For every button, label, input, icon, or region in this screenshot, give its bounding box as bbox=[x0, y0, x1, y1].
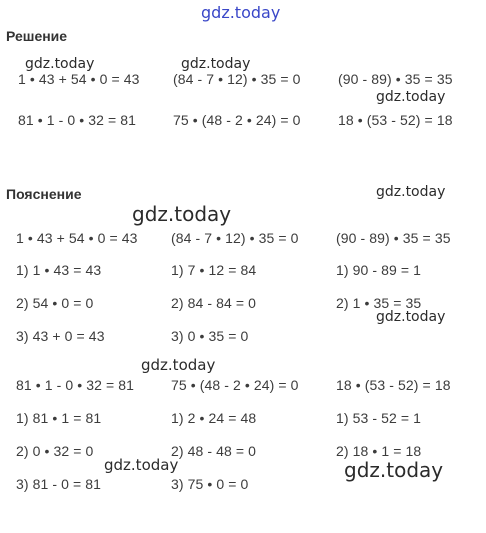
explanation-2-step-2-3: 3) 75 • 0 = 0 bbox=[171, 476, 249, 492]
explanation-1-main-3: (90 - 89) • 35 = 35 bbox=[336, 230, 451, 246]
solution-eq-1-1: 1 • 43 + 54 • 0 = 43 bbox=[18, 71, 140, 87]
explanation-2-main-3: 18 • (53 - 52) = 18 bbox=[336, 377, 451, 393]
explanation-2-step-1-2: 2) 0 • 32 = 0 bbox=[16, 443, 94, 459]
solution-eq-1-2: (84 - 7 • 12) • 35 = 0 bbox=[173, 71, 301, 87]
solution-heading: Решение bbox=[6, 28, 68, 44]
watermark: gdz.today bbox=[344, 458, 444, 482]
explanation-2-main-2: 75 • (48 - 2 • 24) = 0 bbox=[171, 377, 299, 393]
explanation-1-step-2-3: 3) 0 • 35 = 0 bbox=[171, 328, 249, 344]
watermark: gdz.today bbox=[132, 202, 232, 226]
watermark: gdz.today bbox=[376, 184, 446, 200]
watermark: gdz.today bbox=[376, 309, 446, 325]
watermark-top: gdz.today bbox=[201, 3, 281, 22]
watermark: gdz.today bbox=[376, 89, 446, 105]
explanation-2-step-1-3: 3) 81 - 0 = 81 bbox=[16, 476, 102, 492]
solution-eq-2-3: 18 • (53 - 52) = 18 bbox=[338, 112, 453, 128]
explanation-2-step-1-1: 1) 81 • 1 = 81 bbox=[16, 410, 102, 426]
solution-eq-1-3: (90 - 89) • 35 = 35 bbox=[338, 71, 453, 87]
explanation-2-step-3-2: 2) 18 • 1 = 18 bbox=[336, 443, 422, 459]
explanation-1-step-1-1: 1) 1 • 43 = 43 bbox=[16, 262, 102, 278]
explanation-1-main-2: (84 - 7 • 12) • 35 = 0 bbox=[171, 230, 299, 246]
explanation-1-step-1-3: 3) 43 + 0 = 43 bbox=[16, 328, 105, 344]
explanation-heading: Пояснение bbox=[6, 186, 82, 202]
explanation-2-step-2-2: 2) 48 - 48 = 0 bbox=[171, 443, 257, 459]
solution-eq-2-1: 81 • 1 - 0 • 32 = 81 bbox=[18, 112, 137, 128]
watermark: gdz.today bbox=[141, 356, 216, 374]
watermark: gdz.today bbox=[104, 456, 179, 474]
explanation-2-step-2-1: 1) 2 • 24 = 48 bbox=[171, 410, 257, 426]
explanation-1-step-2-1: 1) 7 • 12 = 84 bbox=[171, 262, 257, 278]
explanation-1-main-1: 1 • 43 + 54 • 0 = 43 bbox=[16, 230, 138, 246]
watermark: gdz.today bbox=[181, 56, 251, 72]
explanation-1-step-3-1: 1) 90 - 89 = 1 bbox=[336, 262, 422, 278]
explanation-1-step-2-2: 2) 84 - 84 = 0 bbox=[171, 295, 257, 311]
explanation-1-step-1-2: 2) 54 • 0 = 0 bbox=[16, 295, 94, 311]
explanation-1-step-3-2: 2) 1 • 35 = 35 bbox=[336, 295, 422, 311]
watermark: gdz.today bbox=[25, 56, 95, 72]
explanation-2-step-3-1: 1) 53 - 52 = 1 bbox=[336, 410, 422, 426]
explanation-2-main-1: 81 • 1 - 0 • 32 = 81 bbox=[16, 377, 135, 393]
solution-eq-2-2: 75 • (48 - 2 • 24) = 0 bbox=[173, 112, 301, 128]
